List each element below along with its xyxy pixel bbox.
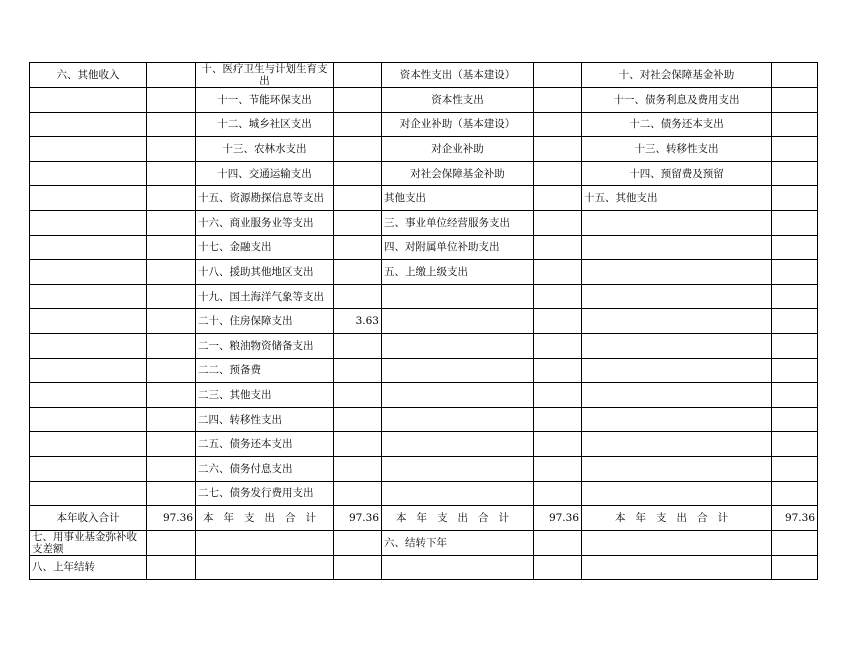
expense-econ-item-cell: 六、结转下年 [382, 530, 534, 555]
income-item-cell [30, 112, 147, 137]
expense-govecon-amount-cell [772, 284, 818, 309]
table-row [30, 481, 818, 506]
expense-govecon-amount-cell [772, 530, 818, 555]
expense-econ-amount-cell [534, 235, 582, 260]
total-row [30, 506, 818, 531]
income-amount-cell [147, 284, 196, 309]
table-row [30, 137, 818, 162]
expense-func-item-cell: 二六、债务付息支出 [196, 456, 334, 481]
expense-econ-item-cell [382, 333, 534, 358]
income-item-cell: 本年收入合计 [30, 506, 147, 531]
income-amount-cell [147, 481, 196, 506]
table-row [30, 555, 818, 580]
expense-func-item-cell: 二二、预备费 [196, 358, 334, 383]
income-amount-cell [147, 333, 196, 358]
expense-func-item-cell: 二三、其他支出 [196, 383, 334, 408]
expense-func-amount-cell [334, 186, 382, 211]
expense-func-amount-cell [334, 333, 382, 358]
income-item-cell [30, 137, 147, 162]
expense-govecon-item-cell [582, 407, 772, 432]
expense-econ-amount-cell [534, 432, 582, 457]
expense-econ-amount-cell [534, 284, 582, 309]
income-item-cell: 七、用事业基金弥补收支差额 [30, 530, 147, 555]
expense-func-amount-cell [334, 235, 382, 260]
table-row [30, 456, 818, 481]
expense-govecon-item-cell: 十五、其他支出 [582, 186, 772, 211]
expense-govecon-item-cell: 十一、债务利息及费用支出 [582, 88, 772, 113]
expense-govecon-item-cell: 十二、债务还本支出 [582, 112, 772, 137]
expense-govecon-item-cell [582, 358, 772, 383]
expense-econ-item-cell [382, 284, 534, 309]
expense-func-item-cell: 十八、援助其他地区支出 [196, 260, 334, 285]
expense-econ-amount-cell [534, 63, 582, 88]
expense-govecon-amount-cell [772, 555, 818, 580]
table-row [30, 235, 818, 260]
expense-func-item-cell: 二七、债务发行费用支出 [196, 481, 334, 506]
income-amount-cell [147, 358, 196, 383]
expense-func-item-cell: 十九、国土海洋气象等支出 [196, 284, 334, 309]
expense-func-item-cell: 二五、债务还本支出 [196, 432, 334, 457]
income-item-cell [30, 161, 147, 186]
expense-econ-item-cell [382, 456, 534, 481]
expense-govecon-item-cell: 十四、预留费及预留 [582, 161, 772, 186]
expense-econ-item-cell [382, 432, 534, 457]
expense-govecon-amount-cell [772, 407, 818, 432]
expense-func-item-cell [196, 530, 334, 555]
table-row [30, 112, 818, 137]
expense-govecon-item-cell [582, 432, 772, 457]
expense-func-amount-cell [334, 555, 382, 580]
expense-govecon-amount-cell [772, 88, 818, 113]
expense-govecon-amount-cell [772, 383, 818, 408]
expense-func-amount-cell [334, 481, 382, 506]
expense-econ-amount-cell [534, 186, 582, 211]
expense-govecon-amount-cell [772, 186, 818, 211]
income-amount-cell [147, 235, 196, 260]
income-amount-cell [147, 260, 196, 285]
expense-govecon-item-cell [582, 235, 772, 260]
income-item-cell [30, 407, 147, 432]
income-item-cell [30, 383, 147, 408]
table-row [30, 309, 818, 334]
income-item-cell [30, 432, 147, 457]
income-item-cell [30, 456, 147, 481]
expense-govecon-item-cell [582, 383, 772, 408]
expense-econ-item-cell [382, 407, 534, 432]
expense-govecon-amount-cell [772, 432, 818, 457]
expense-func-item-cell: 十四、交通运输支出 [196, 161, 334, 186]
income-amount-cell: 97.36 [147, 506, 196, 531]
income-item-cell [30, 210, 147, 235]
expense-econ-item-cell: 对企业补助 [382, 137, 534, 162]
expense-govecon-item-cell [582, 284, 772, 309]
expense-func-item-cell: 二一、粮油物资储备支出 [196, 333, 334, 358]
expense-func-item-cell: 二十、住房保障支出 [196, 309, 334, 334]
expense-econ-item-cell [382, 481, 534, 506]
table-row [30, 284, 818, 309]
income-amount-cell [147, 63, 196, 88]
expense-govecon-item-cell [582, 555, 772, 580]
expense-econ-item-cell: 其他支出 [382, 186, 534, 211]
expense-func-item-cell: 十、医疗卫生与计划生育支出 [196, 63, 334, 88]
table-row [30, 383, 818, 408]
income-item-cell [30, 284, 147, 309]
expense-govecon-amount-cell [772, 456, 818, 481]
table-row [30, 161, 818, 186]
expense-func-amount-cell [334, 210, 382, 235]
expense-func-amount-cell: 97.36 [334, 506, 382, 531]
expense-econ-item-cell: 本年支出合计 [382, 506, 534, 531]
income-amount-cell [147, 407, 196, 432]
expense-govecon-amount-cell [772, 358, 818, 383]
table-row [30, 63, 818, 88]
expense-func-item-cell: 本年支出合计 [196, 506, 334, 531]
expense-econ-item-cell [382, 383, 534, 408]
expense-econ-amount-cell [534, 112, 582, 137]
income-amount-cell [147, 137, 196, 162]
expense-econ-item-cell: 资本性支出 [382, 88, 534, 113]
expense-govecon-item-cell [582, 260, 772, 285]
expense-govecon-amount-cell [772, 309, 818, 334]
income-item-cell [30, 186, 147, 211]
expense-econ-item-cell [382, 358, 534, 383]
income-item-cell [30, 260, 147, 285]
table-row [30, 210, 818, 235]
expense-func-amount-cell: 3.63 [334, 309, 382, 334]
expense-econ-item-cell [382, 309, 534, 334]
expense-func-item-cell: 十二、城乡社区支出 [196, 112, 334, 137]
table-body [30, 63, 818, 580]
expense-govecon-item-cell [582, 333, 772, 358]
expense-econ-amount-cell [534, 407, 582, 432]
expense-econ-item-cell: 资本性支出（基本建设） [382, 63, 534, 88]
expense-func-item-cell: 十六、商业服务业等支出 [196, 210, 334, 235]
income-amount-cell [147, 555, 196, 580]
expense-func-amount-cell [334, 88, 382, 113]
expense-govecon-item-cell: 本年支出合计 [582, 506, 772, 531]
expense-econ-amount-cell [534, 210, 582, 235]
expense-func-amount-cell [334, 137, 382, 162]
income-amount-cell [147, 530, 196, 555]
table-row [30, 260, 818, 285]
expense-func-amount-cell [334, 284, 382, 309]
income-item-cell: 六、其他收入 [30, 63, 147, 88]
expense-func-amount-cell [334, 358, 382, 383]
expense-econ-amount-cell [534, 333, 582, 358]
expense-govecon-amount-cell [772, 333, 818, 358]
expense-func-item-cell: 十三、农林水支出 [196, 137, 334, 162]
income-item-cell [30, 333, 147, 358]
expense-econ-amount-cell [534, 137, 582, 162]
table-row [30, 186, 818, 211]
income-amount-cell [147, 309, 196, 334]
expense-func-amount-cell [334, 112, 382, 137]
expense-func-item-cell: 十一、节能环保支出 [196, 88, 334, 113]
budget-table [29, 62, 818, 580]
expense-govecon-amount-cell [772, 161, 818, 186]
expense-econ-amount-cell: 97.36 [534, 506, 582, 531]
expense-econ-amount-cell [534, 481, 582, 506]
expense-govecon-amount-cell [772, 137, 818, 162]
income-amount-cell [147, 432, 196, 457]
expense-econ-item-cell: 对社会保障基金补助 [382, 161, 534, 186]
expense-func-amount-cell [334, 432, 382, 457]
expense-econ-item-cell [382, 555, 534, 580]
expense-econ-amount-cell [534, 383, 582, 408]
income-item-cell [30, 358, 147, 383]
expense-func-amount-cell [334, 63, 382, 88]
expense-econ-item-cell: 五、上缴上级支出 [382, 260, 534, 285]
income-item-cell [30, 309, 147, 334]
income-amount-cell [147, 112, 196, 137]
expense-govecon-amount-cell [772, 112, 818, 137]
expense-econ-amount-cell [534, 456, 582, 481]
income-amount-cell [147, 88, 196, 113]
expense-govecon-amount-cell [772, 63, 818, 88]
expense-func-amount-cell [334, 530, 382, 555]
table-row [30, 358, 818, 383]
income-item-cell [30, 481, 147, 506]
expense-func-item-cell: 二四、转移性支出 [196, 407, 334, 432]
expense-econ-amount-cell [534, 260, 582, 285]
expense-econ-amount-cell [534, 530, 582, 555]
income-amount-cell [147, 161, 196, 186]
expense-govecon-item-cell [582, 210, 772, 235]
expense-govecon-amount-cell [772, 481, 818, 506]
expense-econ-item-cell: 对企业补助（基本建设） [382, 112, 534, 137]
expense-func-amount-cell [334, 383, 382, 408]
expense-func-amount-cell [334, 407, 382, 432]
expense-govecon-item-cell [582, 481, 772, 506]
expense-func-amount-cell [334, 161, 382, 186]
expense-govecon-item-cell: 十三、转移性支出 [582, 137, 772, 162]
expense-govecon-item-cell: 十、对社会保障基金补助 [582, 63, 772, 88]
expense-govecon-amount-cell: 97.36 [772, 506, 818, 531]
income-amount-cell [147, 383, 196, 408]
expense-func-item-cell [196, 555, 334, 580]
expense-govecon-amount-cell [772, 210, 818, 235]
expense-govecon-item-cell [582, 530, 772, 555]
expense-econ-amount-cell [534, 309, 582, 334]
expense-func-amount-cell [334, 260, 382, 285]
expense-econ-amount-cell [534, 161, 582, 186]
table-row [30, 530, 818, 555]
expense-func-item-cell: 十五、资源勘探信息等支出 [196, 186, 334, 211]
expense-econ-item-cell: 三、事业单位经营服务支出 [382, 210, 534, 235]
expense-func-item-cell: 十七、金融支出 [196, 235, 334, 260]
income-amount-cell [147, 210, 196, 235]
expense-govecon-item-cell [582, 456, 772, 481]
expense-govecon-item-cell [582, 309, 772, 334]
expense-econ-amount-cell [534, 88, 582, 113]
expense-func-amount-cell [334, 456, 382, 481]
table-row [30, 407, 818, 432]
income-item-cell [30, 235, 147, 260]
expense-govecon-amount-cell [772, 260, 818, 285]
table-row [30, 333, 818, 358]
table-row [30, 432, 818, 457]
expense-econ-amount-cell [534, 358, 582, 383]
expense-govecon-amount-cell [772, 235, 818, 260]
income-amount-cell [147, 186, 196, 211]
expense-econ-amount-cell [534, 555, 582, 580]
expense-econ-item-cell: 四、对附属单位补助支出 [382, 235, 534, 260]
income-amount-cell [147, 456, 196, 481]
table-row [30, 88, 818, 113]
income-item-cell: 八、上年结转 [30, 555, 147, 580]
income-item-cell [30, 88, 147, 113]
